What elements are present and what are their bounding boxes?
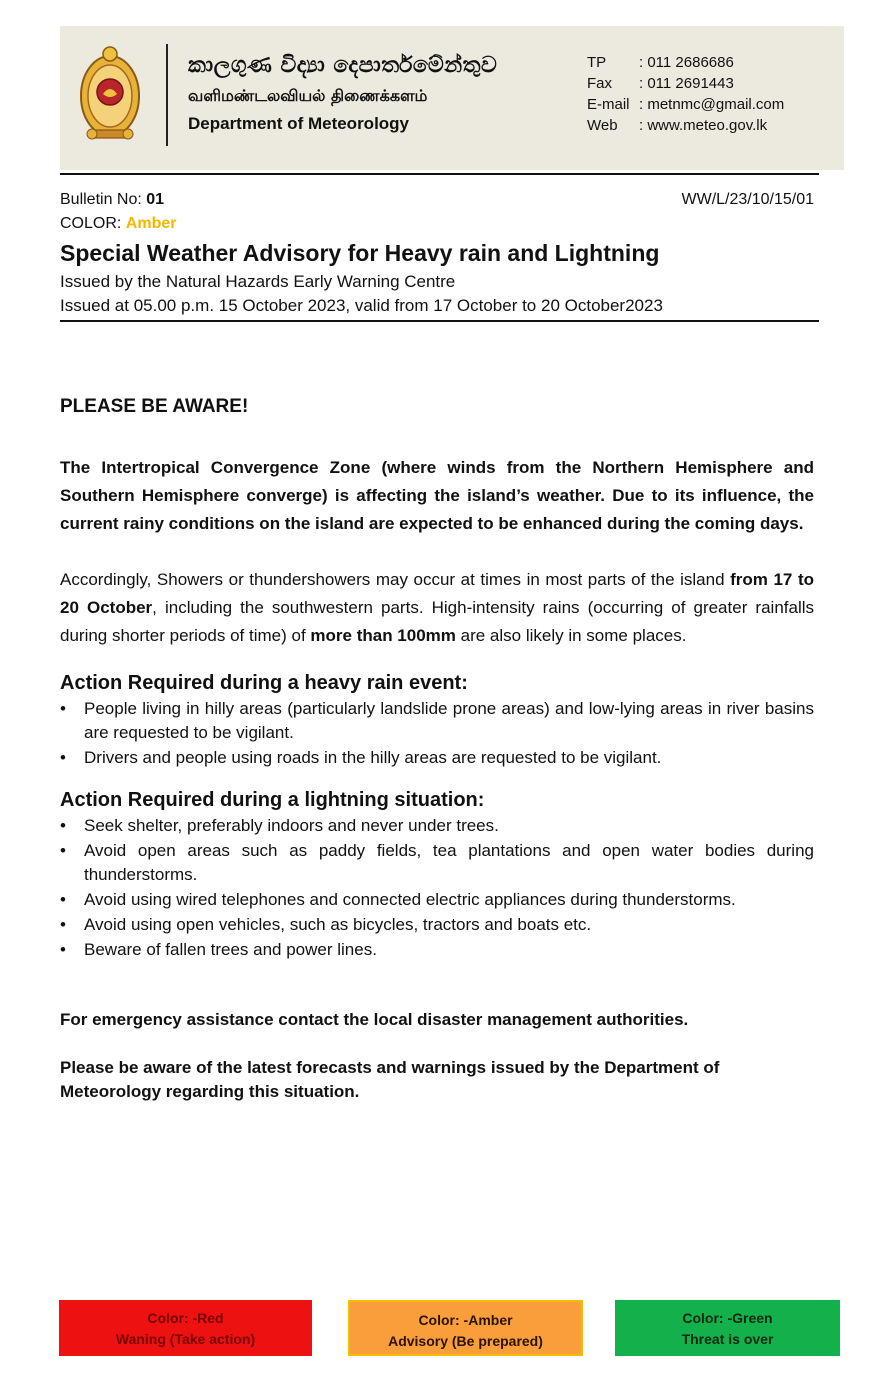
issued-by: Issued by the Natural Hazards Early Warning Centre <box>60 272 456 291</box>
issued-at: Issued at 05.00 p.m. 15 October 2023, valid from 17 October to 20 October2023 <box>60 296 663 315</box>
rain-action-list <box>60 697 814 770</box>
legend-red: Color: -Red Waning (Take action) <box>59 1300 312 1356</box>
forecast-paragraph: Accordingly, Showers or thundershowers may occur at times in most parts of the island from 17 to 20 October, including the southwestern parts. High-intensity rains (occurring of greater rainfalls during shorter periods of time) of more than 100mm are also likely in some places. <box>60 570 815 645</box>
bottom-rule <box>60 320 819 322</box>
itcz-paragraph: The Intertropical Convergence Zone (where winds from the Northern Hemisphere and Southern Hemisphere converge) is affecting the island’s weather. Due to its influence, the current rainy conditions on the island are expected to be enhanced during the coming days. <box>60 458 814 533</box>
list-item: • Avoid using wired telephones and connected electric appliances during thunderstorms. <box>60 888 814 912</box>
emergency-note: For emergency assistance contact the local disaster management authorities. <box>60 1010 689 1029</box>
contact-row-tp: TP : 011 2686686 <box>587 54 734 71</box>
color-value: Amber <box>125 215 177 232</box>
advisory-body <box>60 395 814 1104</box>
org-name-sinhala: කාලගුණ විද්‍යා දෙපාර්තමේන්තුව <box>188 53 498 78</box>
top-rule <box>60 173 819 175</box>
issued-info <box>60 270 663 318</box>
lightning-action-list <box>60 814 814 962</box>
legend-green: Color: -Green Threat is over <box>615 1300 840 1356</box>
contact-details <box>587 52 784 136</box>
bulletin-reference: WW/L/23/10/15/01 <box>681 191 814 208</box>
bulletin-color: COLOR: Amber <box>60 215 177 232</box>
national-emblem-icon <box>79 44 141 144</box>
list-item: • People living in hilly areas (particularly landslide prone areas) and low-lying areas in river basins are requested to be vigilant. <box>60 697 814 745</box>
list-item: • Beware of fallen trees and power lines. <box>60 938 814 962</box>
org-name-english: Department of Meteorology <box>188 114 410 133</box>
list-item: • Seek shelter, preferably indoors and never under trees. <box>60 814 814 838</box>
rain-action-heading: Action Required during a heavy rain event: <box>60 672 468 694</box>
letterhead <box>60 26 844 170</box>
bulletin-meta <box>60 188 814 236</box>
org-name-tamil: வளிமண்டலவியல் திணைக்களம் <box>188 86 428 105</box>
contact-row-email: E-mail : metnmc@gmail.com <box>587 96 785 113</box>
aware-heading: PLEASE BE AWARE! <box>60 396 249 417</box>
header-divider <box>166 44 168 146</box>
list-item: • Avoid open areas such as paddy fields, tea plantations and open water bodies during thunderstorms. <box>60 839 814 887</box>
list-item: • Drivers and people using roads in the hilly areas are requested to be vigilant. <box>60 746 814 770</box>
legend-amber: Color: -Amber Advisory (Be prepared) <box>348 1300 583 1356</box>
list-item: • Avoid using open vehicles, such as bicycles, tractors and boats etc. <box>60 913 814 937</box>
organization-names <box>188 52 497 137</box>
contact-row-web: Web : www.meteo.gov.lk <box>587 117 768 134</box>
latest-forecast-note: Please be aware of the latest forecasts and warnings issued by the Department of Meteorology regarding this situation. <box>60 1058 720 1101</box>
bulletin-number: Bulletin No: 01 <box>60 191 165 208</box>
contact-row-fax: Fax : 011 2691443 <box>587 75 734 92</box>
advisory-title: Special Weather Advisory for Heavy rain and Lightning <box>60 240 660 266</box>
lightning-action-heading: Action Required during a lightning situation: <box>60 789 485 811</box>
